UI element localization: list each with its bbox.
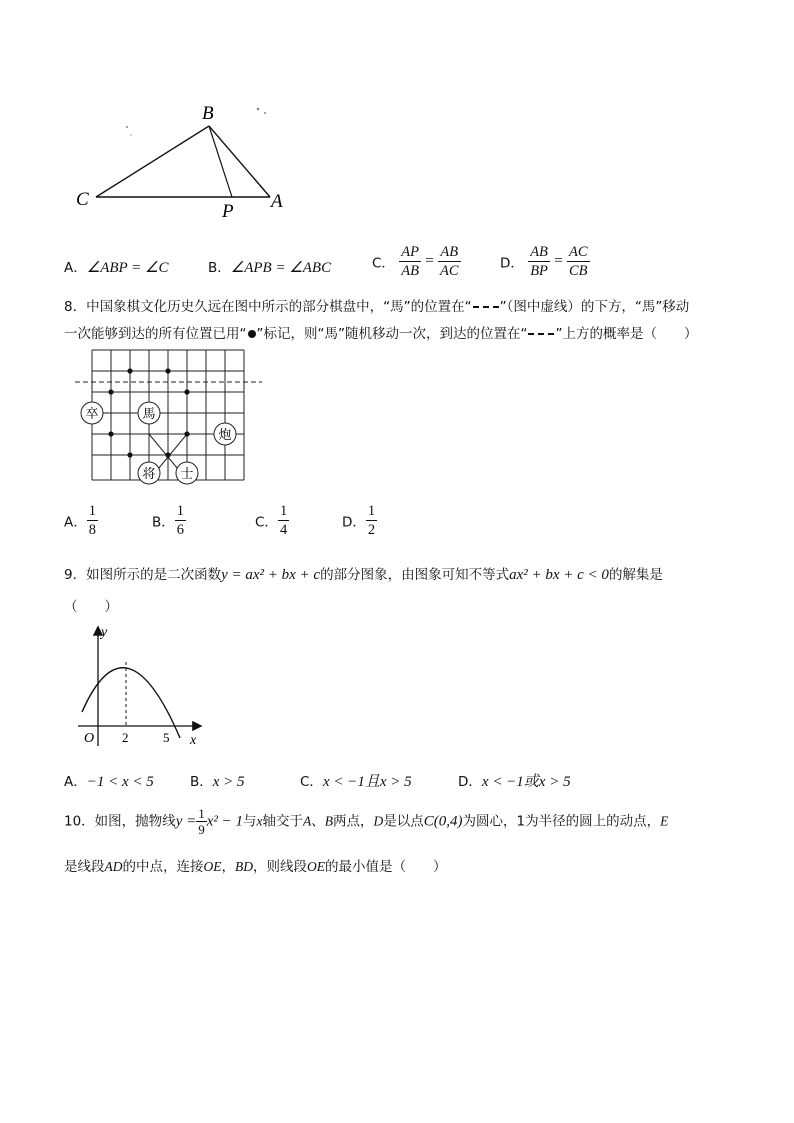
fraction: $\frac{AP}{AB}$ <box>401 244 419 279</box>
q8-option-d[interactable]: D． $\frac{1}{2}$ <box>342 503 376 538</box>
fraction: $\frac{AB}{AC}$ <box>440 244 459 279</box>
q10-line1: 10．如图，抛物线y = $\frac{1}{9}$ x² − 1与x轴交于A、B两点，D是以点C(0,4)为圆心，1为半径的圆上的动点，E <box>64 806 669 837</box>
svg-text:将: 将 <box>142 467 156 482</box>
q10-line2: 是线段AD的中点，连接OE，BD，则线段OE的最小值是（ ） <box>64 859 447 875</box>
dashed-line-icon <box>528 333 554 335</box>
fraction: $\frac{AC}{CB}$ <box>568 244 588 279</box>
option-expr: ∠APB = ∠ABC <box>230 260 332 276</box>
q7-option-d[interactable]: D． $\frac{AB}{BP}$ = $\frac{AC}{CB}$ <box>500 244 588 279</box>
fraction: $\frac{1}{9}$ <box>198 806 205 837</box>
dashed-line-icon <box>473 306 499 308</box>
svg-text:卒: 卒 <box>85 407 99 422</box>
option-expr: ∠ABP = ∠C <box>86 260 169 276</box>
parabola-graph <box>72 620 212 755</box>
q8-option-c[interactable]: C． $\frac{1}{4}$ <box>255 503 288 538</box>
q9-paren: （ ） <box>64 599 118 615</box>
piece-pao <box>214 423 236 445</box>
fraction: $\frac{1}{2}$ <box>367 503 376 538</box>
q8-line2: 一次能够到达的所有位置已用“ ”标记，则“馬”随机移动一次，到达的位置在“ ”上方的概率是（ ） <box>64 326 698 342</box>
q7-option-a[interactable] <box>64 256 169 277</box>
label-C: C <box>76 189 89 210</box>
piece-ma <box>138 402 160 424</box>
label-A: A <box>271 191 283 212</box>
svg-text:y: y <box>101 625 108 640</box>
svg-text:炮: 炮 <box>218 428 232 443</box>
option-letter: C． <box>372 255 395 272</box>
fraction: $\frac{1}{4}$ <box>279 503 288 538</box>
q9-option-c[interactable]: C．x < −1且x > 5 <box>300 774 412 790</box>
q7-option-b[interactable] <box>208 256 331 277</box>
q8-line1: 8．中国象棋文化历史久远在图中所示的部分棋盘中，“馬”的位置在“ ”（图中虚线）的下方，“馬”移动 <box>64 299 690 315</box>
inequality-expr: ax² + bx + c < 0 <box>509 567 609 583</box>
piece-shi <box>176 462 198 484</box>
option-letter: B． <box>208 260 231 276</box>
option-letter: A． <box>64 260 87 276</box>
chessboard-figure <box>70 345 270 490</box>
svg-text:O: O <box>84 731 95 746</box>
triangle-figure <box>60 95 300 225</box>
label-P: P <box>222 201 234 222</box>
q9-line1: 9．如图所示的是二次函数y = ax² + bx + c的部分图象，由图象可知不等式ax² + bx + c < 0的解集是 <box>64 567 663 583</box>
piece-zu <box>81 402 103 424</box>
fraction: $\frac{AB}{BP}$ <box>530 244 548 279</box>
q9-option-b[interactable]: B．x > 5 <box>190 774 245 790</box>
svg-text:士: 士 <box>180 467 194 482</box>
svg-text:x: x <box>190 733 197 748</box>
function-expr: y = ax² + bx + c <box>221 567 321 583</box>
q9-option-a[interactable]: A．−1 < x < 5 <box>64 774 154 790</box>
svg-text:2: 2 <box>122 730 129 745</box>
svg-text:馬: 馬 <box>142 407 156 422</box>
filled-dot-icon <box>248 330 256 338</box>
label-B: B <box>202 103 214 124</box>
option-letter: D． <box>500 255 524 272</box>
q8-option-a[interactable]: A． $\frac{1}{8}$ <box>64 503 96 538</box>
fraction: $\frac{1}{6}$ <box>176 503 185 538</box>
q8-option-b[interactable]: B． $\frac{1}{6}$ <box>152 503 185 538</box>
fraction: $\frac{1}{8}$ <box>88 503 96 538</box>
q9-option-d[interactable]: D．x < −1或x > 5 <box>458 774 571 790</box>
svg-text:5: 5 <box>163 730 170 745</box>
piece-jiang <box>138 462 160 484</box>
q7-option-c[interactable]: C． $\frac{AP}{AB}$ = $\frac{AB}{AC}$ <box>372 244 459 279</box>
